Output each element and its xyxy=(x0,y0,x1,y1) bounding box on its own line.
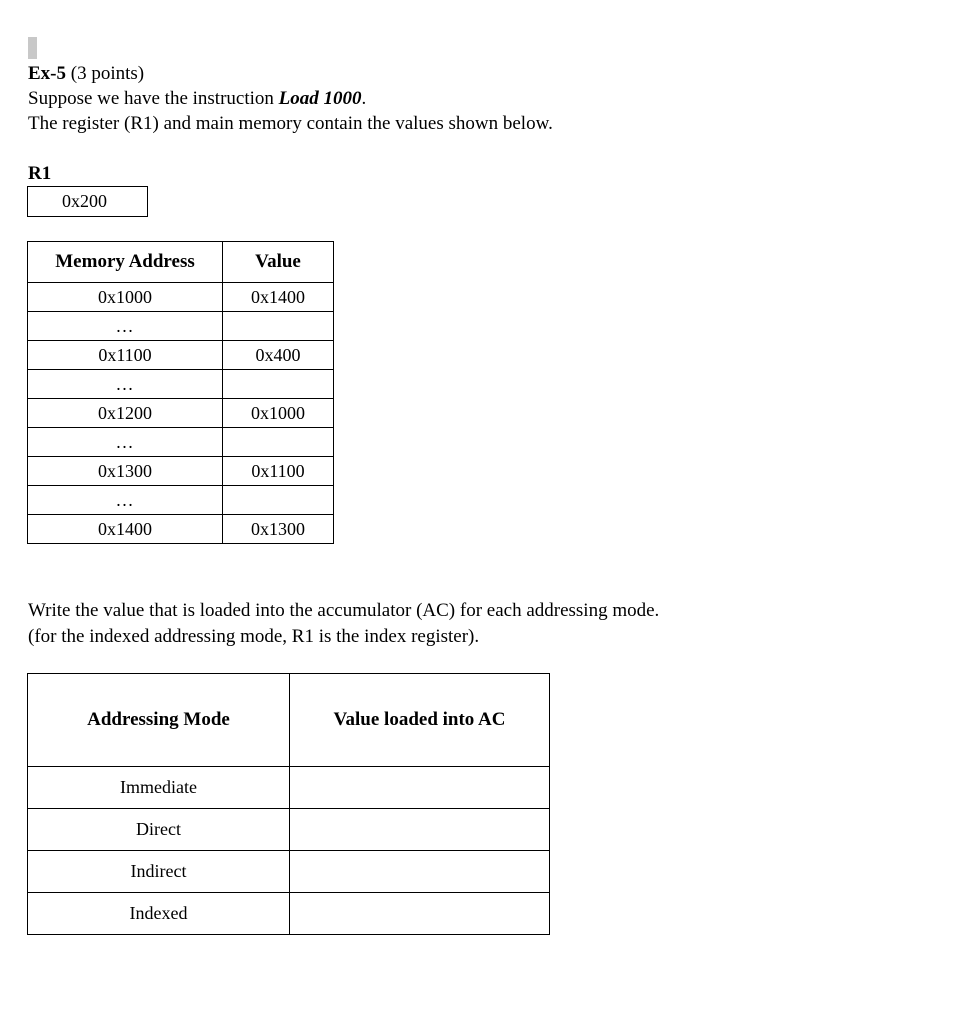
memory-value-cell: 0x1400 xyxy=(223,283,334,312)
table-row xyxy=(28,399,334,428)
cursor-marker xyxy=(28,37,37,59)
memory-value-cell xyxy=(223,486,334,515)
memory-address-cell: … xyxy=(28,370,223,399)
instruction-suffix: . xyxy=(361,88,367,109)
memory-value-cell: 0x1300 xyxy=(223,515,334,544)
answer-cell-indirect[interactable] xyxy=(290,851,550,893)
memory-value-cell xyxy=(223,370,334,399)
question-line-1: Write the value that is loaded into the accumulator (AC) for each addressing mode. xyxy=(28,600,660,621)
table-row xyxy=(28,851,550,893)
modes-table-header xyxy=(28,674,550,767)
memory-value-cell: 0x1100 xyxy=(223,457,334,486)
memory-address-cell: 0x1200 xyxy=(28,399,223,428)
table-row xyxy=(28,486,334,515)
answer-cell-indexed[interactable] xyxy=(290,893,550,935)
table-row xyxy=(28,312,334,341)
addressing-mode-cell: Immediate xyxy=(28,767,290,809)
table-row xyxy=(28,767,550,809)
addressing-mode-cell: Indirect xyxy=(28,851,290,893)
addressing-mode-header: Addressing Mode xyxy=(28,674,290,767)
table-row xyxy=(28,515,334,544)
addressing-mode-cell: Indexed xyxy=(28,893,290,935)
memory-table-header xyxy=(28,242,334,283)
table-row xyxy=(28,370,334,399)
memory-value-cell xyxy=(223,428,334,457)
memory-address-cell: 0x1300 xyxy=(28,457,223,486)
memory-address-cell: … xyxy=(28,428,223,457)
exercise-title xyxy=(28,63,144,85)
memory-address-cell: 0x1100 xyxy=(28,341,223,370)
table-row xyxy=(28,893,550,935)
answer-cell-direct[interactable] xyxy=(290,809,550,851)
register-memory-description: The register (R1) and main memory contain the values shown below. xyxy=(28,113,553,134)
memory-value-cell: 0x1000 xyxy=(223,399,334,428)
memory-address-cell: 0x1000 xyxy=(28,283,223,312)
instruction-line xyxy=(28,88,366,110)
table-row xyxy=(28,457,334,486)
table-row xyxy=(28,809,550,851)
register-value-box: 0x200 xyxy=(27,186,148,217)
value-loaded-header: Value loaded into AC xyxy=(290,674,550,767)
exercise-points: (3 points) xyxy=(66,63,145,84)
table-row xyxy=(28,283,334,312)
table-row xyxy=(28,428,334,457)
addressing-mode-cell: Direct xyxy=(28,809,290,851)
answer-cell-immediate[interactable] xyxy=(290,767,550,809)
memory-value-header: Value xyxy=(223,242,334,283)
exercise-number: Ex-5 xyxy=(28,63,66,84)
memory-address-header: Memory Address xyxy=(28,242,223,283)
memory-address-cell: … xyxy=(28,486,223,515)
addressing-modes-table xyxy=(27,673,550,935)
memory-value-cell xyxy=(223,312,334,341)
memory-address-cell: 0x1400 xyxy=(28,515,223,544)
instruction-prefix: Suppose we have the instruction xyxy=(28,88,279,109)
table-row xyxy=(28,341,334,370)
memory-table xyxy=(27,241,334,544)
question-line-2: (for the indexed addressing mode, R1 is the index register). xyxy=(28,626,480,647)
memory-value-cell: 0x400 xyxy=(223,341,334,370)
memory-address-cell: … xyxy=(28,312,223,341)
register-label: R1 xyxy=(28,163,52,184)
instruction-text: Load 1000 xyxy=(278,88,362,109)
